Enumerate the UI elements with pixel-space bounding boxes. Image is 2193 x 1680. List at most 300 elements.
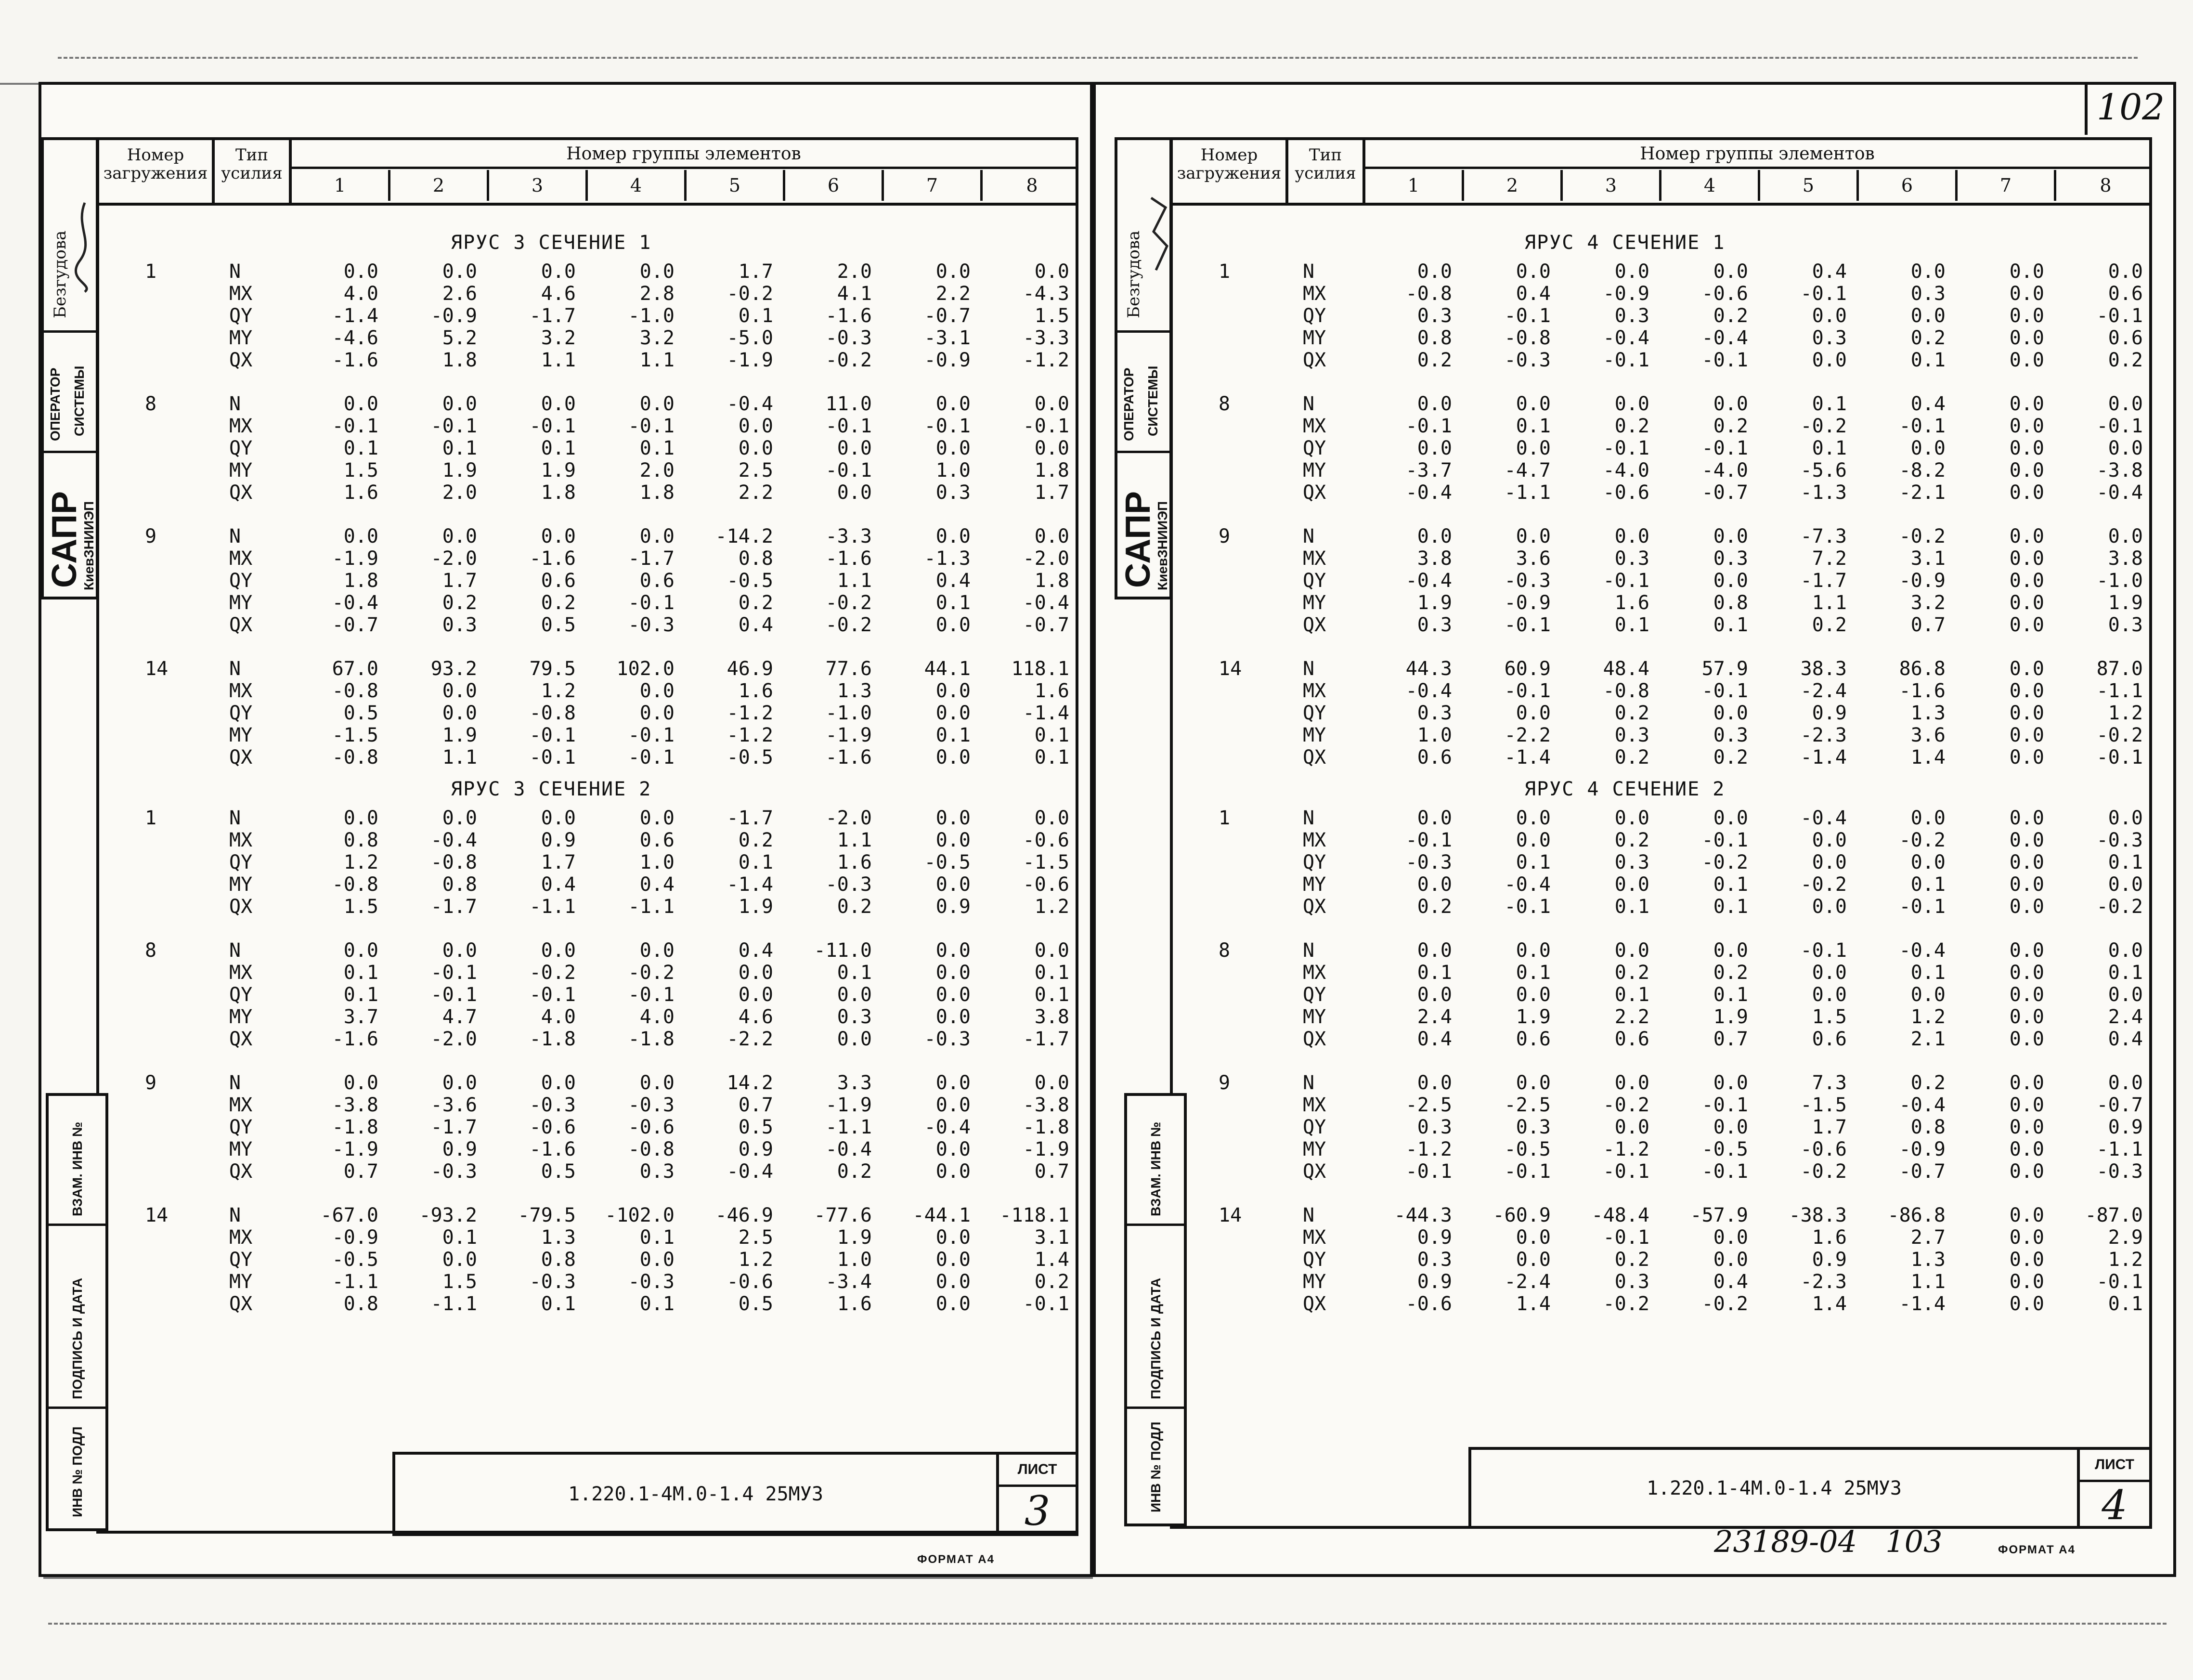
value-group-3: -0.3: [529, 1094, 576, 1116]
value-group-7: 0.1: [935, 724, 971, 746]
value-group-6: -0.7: [1899, 1160, 1946, 1183]
value-group-4: -0.4: [1701, 327, 1748, 349]
load-number: 14: [1219, 1204, 1242, 1226]
value-group-8: 0.4: [2108, 1028, 2143, 1050]
value-group-5: -0.2: [1800, 873, 1847, 896]
value-group-8: 2.9: [2108, 1226, 2143, 1249]
value-group-3: 0.0: [541, 939, 576, 962]
value-group-5: 0.0: [738, 984, 773, 1006]
value-group-4: 0.0: [639, 260, 675, 283]
value-group-1: -0.1: [1405, 1160, 1452, 1183]
value-group-2: -1.7: [430, 1116, 477, 1138]
value-group-4: 0.0: [639, 702, 675, 724]
load-number: 8: [145, 939, 157, 962]
value-group-6: 11.0: [825, 393, 872, 415]
value-group-5: 0.1: [738, 851, 773, 873]
force-type-header: [215, 140, 292, 203]
value-group-6: 2.1: [1910, 1028, 1946, 1050]
value-group-6: 0.4: [1910, 393, 1946, 415]
force-type: MX: [1303, 1094, 1326, 1116]
value-group-4: -0.1: [1701, 680, 1748, 702]
value-group-3: 0.0: [541, 260, 576, 283]
value-group-4: -0.6: [628, 1116, 675, 1138]
load-number: 8: [145, 393, 157, 415]
value-group-6: -0.4: [825, 1138, 872, 1160]
group-number-header: [1365, 140, 2149, 169]
value-group-3: 0.8: [541, 1249, 576, 1271]
page-number: 102: [2097, 87, 2165, 128]
value-group-1: -1.5: [332, 724, 378, 746]
value-group-3: -1.1: [529, 896, 576, 918]
inv-subst-label: ВЗАМ. ИНВ №: [70, 1121, 85, 1216]
author-cell: [44, 140, 96, 333]
value-group-8: 0.3: [2108, 614, 2143, 636]
group-number-2: 2: [390, 170, 489, 201]
value-group-2: -60.9: [1492, 1204, 1551, 1226]
value-group-5: 1.6: [738, 680, 773, 702]
group-number-6: 6: [1859, 170, 1958, 201]
value-group-2: 0.0: [1516, 260, 1551, 283]
value-group-2: 0.3: [442, 614, 477, 636]
force-type: QY: [1303, 305, 1326, 327]
value-group-3: -0.1: [529, 415, 576, 437]
value-group-1: 0.0: [1417, 437, 1452, 459]
value-group-8: -0.4: [2096, 482, 2143, 504]
value-group-6: -8.2: [1899, 459, 1946, 482]
value-group-6: 3.1: [1910, 547, 1946, 570]
value-group-5: -0.1: [1800, 939, 1847, 962]
value-group-4: 0.2: [1713, 305, 1748, 327]
operator-cell: [44, 333, 96, 453]
value-group-1: 0.7: [343, 1160, 378, 1183]
force-type: MX: [229, 829, 253, 851]
table-row: [99, 1006, 1076, 1028]
value-group-1: 3.7: [343, 1006, 378, 1028]
value-group-1: -1.1: [332, 1271, 378, 1293]
force-type: QY: [1303, 1249, 1326, 1271]
value-group-2: -1.1: [430, 1293, 477, 1315]
archive-number: 23189-04 103: [1714, 1524, 1943, 1559]
value-group-4: 0.0: [1713, 393, 1748, 415]
value-group-7: 0.4: [935, 570, 971, 592]
value-group-7: 2.2: [935, 283, 971, 305]
value-group-1: 0.2: [1417, 349, 1452, 371]
value-group-5: 0.3: [1812, 327, 1847, 349]
value-group-4: -0.3: [628, 1094, 675, 1116]
value-group-5: -0.4: [727, 1160, 773, 1183]
value-group-5: 0.0: [738, 415, 773, 437]
value-group-6: -0.1: [1899, 896, 1946, 918]
value-group-8: 0.1: [1034, 962, 1069, 984]
table-row: [1173, 1138, 2149, 1160]
value-group-5: 0.0: [1812, 984, 1847, 1006]
load-number-label: Номер загружения: [103, 145, 208, 183]
value-group-1: 0.5: [343, 702, 378, 724]
value-group-1: 4.0: [343, 283, 378, 305]
value-group-3: 0.0: [1614, 393, 1649, 415]
value-group-6: -0.4: [1899, 939, 1946, 962]
value-group-7: 0.0: [935, 807, 971, 829]
value-group-1: -0.8: [1405, 283, 1452, 305]
value-group-1: -0.8: [332, 746, 378, 768]
load-number: 14: [1219, 658, 1242, 680]
value-group-1: -0.4: [1405, 482, 1452, 504]
value-group-6: 1.0: [837, 1249, 872, 1271]
value-group-6: 1.9: [837, 1226, 872, 1249]
load-number: 8: [1219, 393, 1231, 415]
sheet-number-box-left: [996, 1452, 1078, 1536]
value-group-3: -0.1: [1603, 349, 1649, 371]
value-group-3: 0.0: [1614, 525, 1649, 547]
value-group-6: -77.6: [814, 1204, 872, 1226]
value-group-6: 0.0: [1910, 437, 1946, 459]
sheet-label: ЛИСТ: [999, 1455, 1076, 1487]
table-row: [99, 1226, 1076, 1249]
force-type: QX: [229, 896, 253, 918]
table-row: [99, 327, 1076, 349]
value-group-6: 1.3: [837, 680, 872, 702]
table-row: [1173, 1094, 2149, 1116]
value-group-6: 0.0: [837, 1028, 872, 1050]
value-group-3: -48.4: [1591, 1204, 1649, 1226]
value-group-3: 0.6: [541, 570, 576, 592]
value-group-7: 0.0: [2009, 525, 2044, 547]
value-group-8: 1.7: [1034, 482, 1069, 504]
table-row: [99, 746, 1076, 768]
force-type: QY: [229, 702, 253, 724]
value-group-3: 0.5: [541, 1160, 576, 1183]
force-type: N: [229, 1072, 241, 1094]
value-group-5: -46.9: [715, 1204, 773, 1226]
value-group-8: 0.9: [2108, 1116, 2143, 1138]
force-type: MY: [229, 327, 253, 349]
value-group-8: -1.9: [1023, 1138, 1069, 1160]
value-group-3: 0.3: [1614, 547, 1649, 570]
value-group-7: 0.0: [2009, 614, 2044, 636]
table-row: [1173, 1249, 2149, 1271]
value-group-3: 0.2: [1614, 702, 1649, 724]
value-group-7: 0.0: [935, 829, 971, 851]
value-group-5: 2.2: [738, 482, 773, 504]
value-group-5: -2.3: [1800, 724, 1847, 746]
value-group-3: 0.0: [541, 1072, 576, 1094]
value-group-5: -1.2: [727, 702, 773, 724]
value-group-7: 0.0: [2009, 1094, 2044, 1116]
value-group-7: 0.0: [935, 1006, 971, 1028]
value-group-2: -2.0: [430, 1028, 477, 1050]
value-group-5: -0.4: [727, 393, 773, 415]
value-group-1: 0.4: [1417, 1028, 1452, 1050]
force-type: QY: [229, 984, 253, 1006]
value-group-1: -1.2: [1405, 1138, 1452, 1160]
value-group-3: 48.4: [1603, 658, 1649, 680]
value-group-5: 0.9: [1812, 702, 1847, 724]
value-group-7: -0.7: [924, 305, 971, 327]
value-group-8: -3.3: [1023, 327, 1069, 349]
value-group-8: 1.2: [1034, 896, 1069, 918]
value-group-4: 0.1: [1713, 873, 1748, 896]
force-type: MX: [1303, 415, 1326, 437]
table-row: [1173, 873, 2149, 896]
value-group-1: 0.3: [1417, 1116, 1452, 1138]
value-group-5: -0.5: [727, 746, 773, 768]
table-row: [99, 724, 1076, 746]
force-type: QY: [1303, 1116, 1326, 1138]
value-group-3: 1.8: [541, 482, 576, 504]
value-group-5: 0.0: [1812, 962, 1847, 984]
approval-sidebar-left: [46, 1093, 108, 1531]
table-row: [1173, 680, 2149, 702]
value-group-5: 0.8: [738, 547, 773, 570]
force-type: MY: [1303, 724, 1326, 746]
inv-orig-cell: [49, 1409, 105, 1529]
value-group-5: 0.1: [1812, 393, 1847, 415]
value-group-5: -2.4: [1800, 680, 1847, 702]
value-group-6: 2.7: [1910, 1226, 1946, 1249]
force-type: QX: [229, 1028, 253, 1050]
value-group-1: 0.2: [1417, 896, 1452, 918]
value-group-3: 0.5: [541, 614, 576, 636]
value-group-2: 5.2: [442, 327, 477, 349]
sapr-label: САПР: [1119, 491, 1157, 588]
value-group-4: 1.1: [639, 349, 675, 371]
table-row: [1173, 851, 2149, 873]
value-group-7: 0.0: [2009, 437, 2044, 459]
value-group-2: -1.1: [1504, 482, 1551, 504]
value-group-2: 4.7: [442, 1006, 477, 1028]
value-group-2: 0.0: [1516, 984, 1551, 1006]
value-group-7: 0.0: [935, 1094, 971, 1116]
value-group-5: 0.7: [738, 1094, 773, 1116]
section-title: ЯРУС 3 СЕЧЕНИЕ 1: [451, 232, 652, 254]
value-group-1: -0.3: [1405, 851, 1452, 873]
load-number: 9: [145, 525, 157, 547]
value-group-2: -0.1: [1504, 1160, 1551, 1183]
value-group-7: 0.9: [935, 896, 971, 918]
value-group-4: -0.1: [628, 724, 675, 746]
force-type: MY: [229, 1138, 253, 1160]
value-group-7: -0.4: [924, 1116, 971, 1138]
force-type: N: [1303, 1072, 1315, 1094]
value-group-8: -0.6: [1023, 829, 1069, 851]
value-group-8: 0.0: [2108, 260, 2143, 283]
force-type: MY: [1303, 459, 1326, 482]
table-row: [99, 260, 1076, 283]
value-group-1: 0.0: [1417, 984, 1452, 1006]
value-group-2: -0.9: [1504, 592, 1551, 614]
value-group-8: -0.2: [2096, 896, 2143, 918]
value-group-6: -0.3: [825, 873, 872, 896]
value-group-3: 0.0: [1614, 260, 1649, 283]
value-group-1: 0.0: [1417, 873, 1452, 896]
load-number-header: [99, 140, 215, 203]
table-row: [99, 1072, 1076, 1094]
value-group-4: 0.0: [1713, 1116, 1748, 1138]
value-group-5: 38.3: [1800, 658, 1847, 680]
value-group-3: 0.0: [1614, 1116, 1649, 1138]
value-group-2: 0.0: [442, 260, 477, 283]
value-group-7: -0.1: [924, 415, 971, 437]
value-group-7: 0.0: [2009, 305, 2044, 327]
value-group-3: 0.3: [1614, 1271, 1649, 1293]
value-group-8: 1.8: [1034, 570, 1069, 592]
value-group-2: 0.0: [1516, 702, 1551, 724]
value-group-3: -0.1: [1603, 570, 1649, 592]
value-group-3: 0.2: [541, 592, 576, 614]
value-group-3: -0.1: [529, 746, 576, 768]
value-group-5: 1.7: [1812, 1116, 1847, 1138]
scan-edge-top: [58, 57, 2138, 59]
value-group-2: -0.4: [430, 829, 477, 851]
value-group-2: -4.7: [1504, 459, 1551, 482]
operator-cell: [1117, 333, 1169, 453]
group-number-label: Номер группы элементов: [1640, 144, 1875, 164]
force-type: QX: [1303, 1028, 1326, 1050]
value-group-7: -0.5: [924, 851, 971, 873]
section-title: ЯРУС 3 СЕЧЕНИЕ 2: [451, 778, 652, 800]
value-group-4: 0.3: [1713, 547, 1748, 570]
table-row: [1173, 746, 2149, 768]
table-row: [99, 1094, 1076, 1116]
value-group-2: -3.6: [430, 1094, 477, 1116]
table-row: [99, 829, 1076, 851]
value-group-1: -1.9: [332, 1138, 378, 1160]
value-group-2: -0.4: [1504, 873, 1551, 896]
value-group-8: 1.2: [2108, 1249, 2143, 1271]
force-type: MY: [1303, 1006, 1326, 1028]
value-group-4: 0.3: [639, 1160, 675, 1183]
value-group-3: -1.6: [529, 1138, 576, 1160]
value-group-5: -14.2: [715, 525, 773, 547]
value-group-7: 0.0: [2009, 482, 2044, 504]
value-group-3: -0.2: [529, 962, 576, 984]
force-type-header: [1288, 140, 1365, 203]
section-title: ЯРУС 4 СЕЧЕНИЕ 1: [1524, 232, 1726, 254]
value-group-3: -1.6: [529, 547, 576, 570]
value-group-7: 0.0: [935, 984, 971, 1006]
force-type: N: [1303, 393, 1315, 415]
value-group-1: -44.3: [1394, 1204, 1452, 1226]
value-group-7: 0.0: [2009, 547, 2044, 570]
force-type: MY: [229, 1271, 253, 1293]
force-type: MY: [229, 1006, 253, 1028]
value-group-7: 0.0: [2009, 260, 2044, 283]
value-group-7: 0.0: [2009, 1204, 2044, 1226]
table-row: [99, 283, 1076, 305]
value-group-8: 0.2: [2108, 349, 2143, 371]
group-number-3: 3: [1563, 170, 1661, 201]
value-group-2: 0.0: [1516, 807, 1551, 829]
value-group-1: -0.9: [332, 1226, 378, 1249]
value-group-4: 1.8: [639, 482, 675, 504]
value-group-1: -0.4: [332, 592, 378, 614]
value-group-8: 0.2: [1034, 1271, 1069, 1293]
value-group-8: -0.7: [1023, 614, 1069, 636]
value-group-4: 0.1: [1713, 614, 1748, 636]
value-group-8: -0.1: [2096, 305, 2143, 327]
value-group-7: 0.0: [935, 260, 971, 283]
force-type: QX: [229, 746, 253, 768]
value-group-7: 0.1: [935, 592, 971, 614]
table-row: [99, 437, 1076, 459]
value-group-2: 1.8: [442, 349, 477, 371]
value-group-5: 0.0: [738, 437, 773, 459]
value-group-4: 0.0: [639, 939, 675, 962]
value-group-2: 0.0: [1516, 1072, 1551, 1094]
force-type: N: [1303, 525, 1315, 547]
value-group-4: 57.9: [1701, 658, 1748, 680]
signature-image: [70, 198, 99, 294]
value-group-7: 0.0: [935, 680, 971, 702]
value-group-6: -0.4: [1899, 1094, 1946, 1116]
value-group-2: 0.1: [1516, 851, 1551, 873]
force-type: N: [1303, 1204, 1315, 1226]
value-group-8: 2.4: [2108, 1006, 2143, 1028]
value-group-1: -1.6: [332, 349, 378, 371]
value-group-6: 2.0: [837, 260, 872, 283]
value-group-8: -87.0: [2085, 1204, 2143, 1226]
value-group-5: -0.1: [1800, 283, 1847, 305]
value-group-1: -0.4: [1405, 680, 1452, 702]
value-group-6: 0.1: [1910, 873, 1946, 896]
value-group-8: 0.1: [1034, 984, 1069, 1006]
value-group-6: 86.8: [1899, 658, 1946, 680]
value-group-1: 1.8: [343, 570, 378, 592]
value-group-7: 0.0: [2009, 393, 2044, 415]
value-group-8: 0.0: [1034, 525, 1069, 547]
force-type: N: [229, 260, 241, 283]
value-group-3: 0.0: [1614, 1072, 1649, 1094]
value-group-8: -1.0: [2096, 570, 2143, 592]
sapr-cell: [44, 453, 96, 598]
value-group-8: 0.0: [2108, 939, 2143, 962]
force-type: N: [1303, 807, 1315, 829]
value-group-6: 0.3: [837, 1006, 872, 1028]
group-number-8: 8: [2100, 175, 2112, 196]
value-group-2: -0.1: [1504, 305, 1551, 327]
value-group-2: 1.5: [442, 1271, 477, 1293]
value-group-2: 0.1: [1516, 415, 1551, 437]
value-group-2: 0.4: [1516, 283, 1551, 305]
value-group-7: 0.0: [2009, 1293, 2044, 1315]
value-group-2: -1.4: [1504, 746, 1551, 768]
value-group-4: -0.1: [1701, 1094, 1748, 1116]
value-group-4: 1.9: [1713, 1006, 1748, 1028]
group-number-4: 4: [1661, 170, 1760, 201]
table-row: [99, 305, 1076, 327]
value-group-8: 1.9: [2108, 592, 2143, 614]
value-group-6: 0.1: [1910, 349, 1946, 371]
value-group-5: -0.2: [1800, 415, 1847, 437]
value-group-3: 3.2: [541, 327, 576, 349]
value-group-7: -0.3: [924, 1028, 971, 1050]
value-group-1: -3.8: [332, 1094, 378, 1116]
value-group-5: 0.2: [738, 592, 773, 614]
load-number: 1: [145, 807, 157, 829]
value-group-1: 0.0: [343, 807, 378, 829]
value-group-7: 0.0: [2009, 724, 2044, 746]
table-row: [1173, 1293, 2149, 1315]
force-type: MX: [229, 547, 253, 570]
force-type: MY: [229, 459, 253, 482]
value-group-5: 0.2: [1812, 614, 1847, 636]
value-group-4: -0.3: [628, 1271, 675, 1293]
value-group-5: 0.4: [738, 614, 773, 636]
value-group-7: 0.0: [935, 437, 971, 459]
force-type: MX: [229, 1226, 253, 1249]
inv-subst-cell: [1127, 1096, 1184, 1226]
table-row: [1173, 393, 2149, 415]
